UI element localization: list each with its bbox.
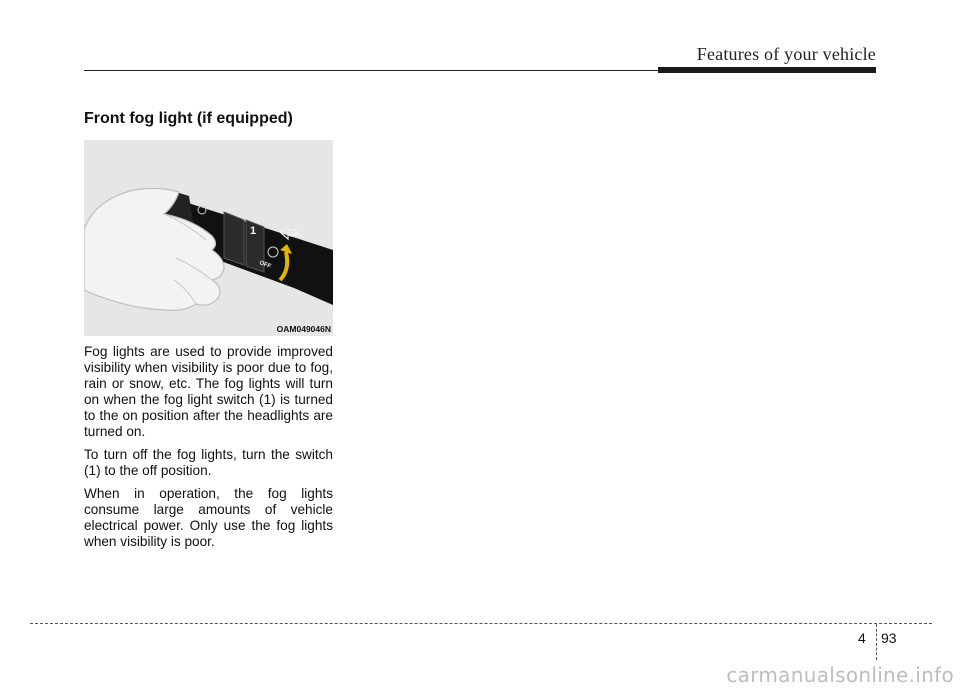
off-label: OFF (258, 260, 272, 270)
figure-code: OAM049046N (276, 324, 331, 334)
chapter-number: 4 (858, 630, 866, 646)
paragraph: Fog lights are used to provide improved visibility when visibility is poor due to fog, rain or snow, etc. The fog lights will turn on when the fog light switch (1) is turned to the on position after the headlights are turned on. (84, 344, 333, 439)
fog-light-switch-illustration (84, 140, 333, 336)
section-title: Front fog light (if equipped) (84, 110, 293, 127)
header-title: Features of your vehicle (696, 44, 876, 64)
page-number: 93 (881, 630, 897, 646)
hand (84, 188, 224, 310)
header-rule-accent (658, 67, 876, 73)
footer-divider (876, 624, 877, 660)
body-text (84, 344, 333, 557)
stalk-and-hand-drawing (84, 140, 333, 336)
paragraph: When in operation, the fog lights consume large amounts of vehicle electrical power. Only use the fog lights when visibility is poor. (84, 486, 333, 549)
stalk-ring-1 (224, 212, 244, 265)
callout-number: 1 (250, 225, 257, 237)
paragraph: To turn off the fog lights, turn the switch (1) to the off position. (84, 447, 333, 478)
watermark: carmanualsonline.info (726, 663, 954, 687)
footer-rule (30, 623, 932, 624)
header-rule (84, 70, 660, 71)
